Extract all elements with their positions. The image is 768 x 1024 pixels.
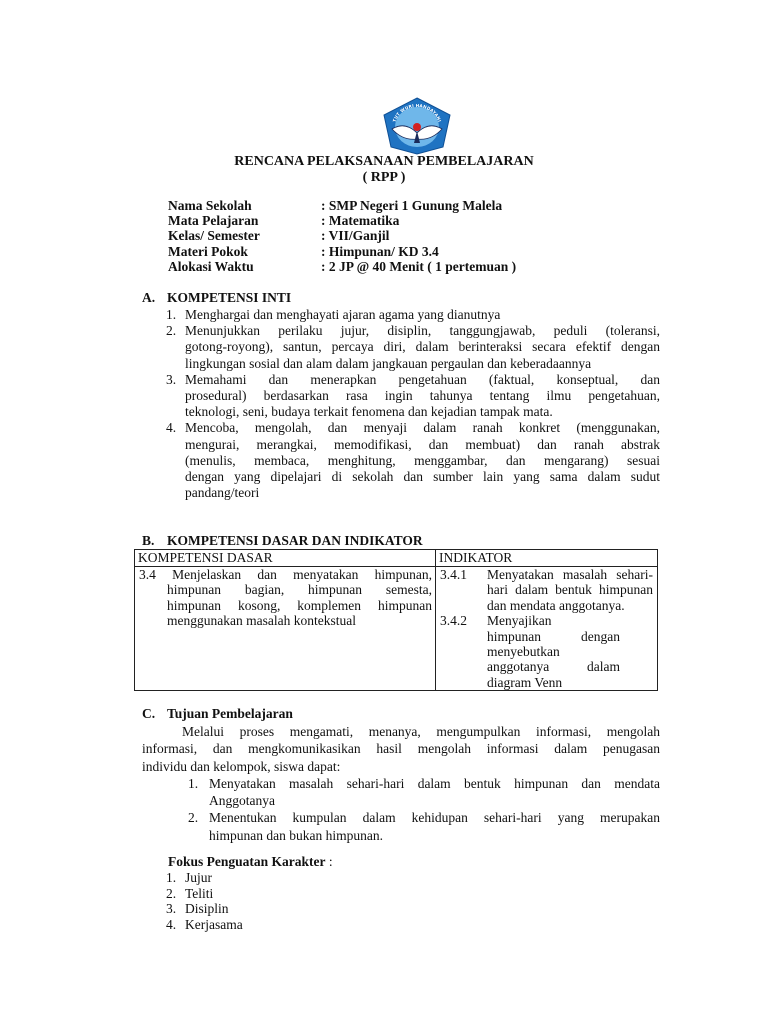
list-line: Memahami dan menerapkan pengetahuan (faktual, konseptual, dan (185, 371, 660, 387)
indicator-item (440, 613, 653, 690)
indicator-line: hari dalam bentuk himpunan (487, 582, 653, 598)
identity-value: : Himpunan/ KD 3.4 (321, 243, 439, 259)
kompetensi-inti-list (166, 307, 660, 501)
identity-value: : SMP Negeri 1 Gunung Malela (321, 198, 503, 213)
paragraph-line: Melalui proses mengamati, menanya, mengumpulkan informasi, mengolah (182, 724, 660, 739)
indicator-line: himpunan dengan (487, 628, 620, 644)
list-number: 3. (166, 901, 177, 917)
section-title: KOMPETENSI DASAR DAN INDIKATOR (167, 533, 423, 548)
identity-row (168, 259, 516, 274)
indicator-line: Menyatakan masalah sehari- (487, 567, 653, 582)
list-item (166, 901, 243, 917)
indicator-line: diagram Venn (487, 674, 563, 690)
list-item (166, 886, 243, 902)
fokus-title: Fokus Penguatan Karakter (168, 854, 326, 869)
logo-text: TUT WURI HANDAYANI (391, 102, 443, 123)
identity-label: Kelas/ Semester (168, 228, 260, 244)
list-line: Menentukan kumpulan dalam kehidupan sehari-hari yang merupakan (209, 810, 660, 826)
paragraph-line: individu dan kelompok, siswa dapat: (142, 758, 341, 774)
identity-row (168, 213, 516, 228)
list-line: Menunjukkan perilaku jujur, disiplin, tanggungjawab, peduli (toleransi, (185, 323, 660, 339)
indicator-item (440, 567, 653, 613)
tujuan-list (188, 775, 660, 844)
list-item (166, 420, 660, 501)
identity-label: Nama Sekolah (168, 198, 252, 213)
identity-label: Materi Pokok (168, 243, 248, 259)
identity-value: : 2 JP @ 40 Menit ( 1 pertemuan ) (321, 258, 517, 274)
identity-value: : VII/Ganjil (321, 228, 390, 244)
fokus-heading (168, 854, 333, 870)
list-number: 2. (166, 885, 177, 901)
fokus-list (166, 870, 243, 932)
list-label: Jujur (185, 870, 212, 885)
section-a-heading (142, 290, 291, 306)
indicator-line: Menyajikan (487, 613, 552, 629)
kd-line: menggunakan masalah kontekstual (167, 613, 356, 629)
list-number: 1. (166, 307, 177, 322)
list-line: lingkungan sosial dan alam dalam jangkauan pergaulan dan keberadaannya (185, 355, 592, 371)
list-label: Kerjasama (185, 916, 243, 932)
identity-row (168, 228, 516, 243)
identity-row (168, 198, 516, 213)
tut-wuri-handayani-logo (381, 97, 453, 155)
kd-indikator-table (134, 549, 658, 691)
document-title: RENCANA PELAKSANAAN PEMBELAJARAN (234, 154, 534, 169)
indicator-number: 3.4.2 (440, 613, 467, 629)
list-item (166, 323, 660, 372)
identity-value: : Matematika (321, 213, 400, 229)
list-number: 1. (188, 776, 199, 791)
list-number: 4. (166, 916, 177, 932)
kd-cell (135, 567, 436, 691)
list-line: (menulis, membaca, menghitung, menggambar, dan mengarang) sesuai (185, 452, 660, 468)
paragraph-line: informasi, dan mengkomunikasikan hasil mengolah informasi dalam penugasan (142, 741, 660, 757)
list-number: 4. (166, 420, 177, 436)
identity-label: Mata Pelajaran (168, 213, 259, 229)
section-b-heading (142, 533, 423, 549)
list-number: 3. (166, 371, 177, 387)
section-letter: C. (142, 706, 156, 721)
kd-line: himpunan bagian, himpunan semesta, (167, 582, 432, 598)
list-line: Anggotanya (209, 793, 275, 809)
list-item (188, 809, 660, 843)
list-line: Menghargai dan menghayati ajaran agama yang dianutnya (185, 307, 501, 322)
section-letter: A. (142, 290, 156, 305)
indikator-cell (436, 567, 658, 691)
tujuan-paragraph (142, 723, 660, 775)
list-label: Disiplin (185, 901, 229, 917)
list-line: Mencoba, mengolah, dan menyaji dalam ranah konkret (menggunakan, (185, 420, 660, 436)
list-item (166, 307, 660, 323)
identity-row (168, 244, 516, 259)
list-item (166, 870, 243, 886)
list-item (166, 372, 660, 421)
identity-label: Alokasi Waktu (168, 258, 254, 274)
list-line: prosedural) berdasarkan rasa ingin tahunya tentang ilmu pengetahuan, (185, 388, 660, 404)
indicator-line: anggotanya dalam (487, 659, 620, 675)
col-kompetensi-dasar: KOMPETENSI DASAR (135, 550, 436, 567)
fokus-colon: : (325, 854, 333, 869)
section-title: KOMPETENSI INTI (167, 290, 292, 305)
list-label: Teliti (185, 885, 214, 901)
list-line: gotong-royong), santun, percaya diri, dalam berinteraksi secara efektif dengan (185, 339, 660, 355)
list-line: pandang/teori (185, 485, 260, 501)
kd-line: 3.4 Menjelaskan dan menyatakan himpunan, (139, 567, 432, 582)
table-row (135, 567, 658, 691)
col-indikator: INDIKATOR (436, 550, 658, 567)
kd-line: himpunan kosong, komplemen himpunan (167, 597, 432, 613)
list-line: dengan yang dipelajari di sekolah dan sumber lain yang sama dalam sudut (185, 469, 660, 485)
list-item (166, 917, 243, 933)
list-number: 2. (166, 323, 177, 339)
table-header-row (135, 550, 658, 567)
section-letter: B. (142, 533, 155, 548)
list-line: Menyatakan masalah sehari-hari dalam bentuk himpunan dan mendata (209, 776, 660, 791)
indicator-line: menyebutkan (487, 644, 560, 660)
indicator-line: dan mendata anggotanya. (487, 597, 625, 613)
list-line: teknologi, seni, budaya terkait fenomena dan kejadian tampak mata. (185, 404, 553, 420)
identity-table (168, 198, 516, 274)
document-subtitle: ( RPP ) (362, 170, 406, 185)
indicator-number: 3.4.1 (440, 567, 467, 582)
list-line: himpunan dan bukan himpunan. (209, 827, 383, 843)
list-number: 2. (188, 810, 199, 826)
list-item (188, 775, 660, 809)
list-line: mengurai, merangkai, memodifikasi, dan membuat) dan ranah abstrak (185, 436, 660, 452)
section-title: Tujuan Pembelajaran (167, 706, 293, 721)
section-c-heading (142, 706, 293, 722)
list-number: 1. (166, 870, 177, 885)
